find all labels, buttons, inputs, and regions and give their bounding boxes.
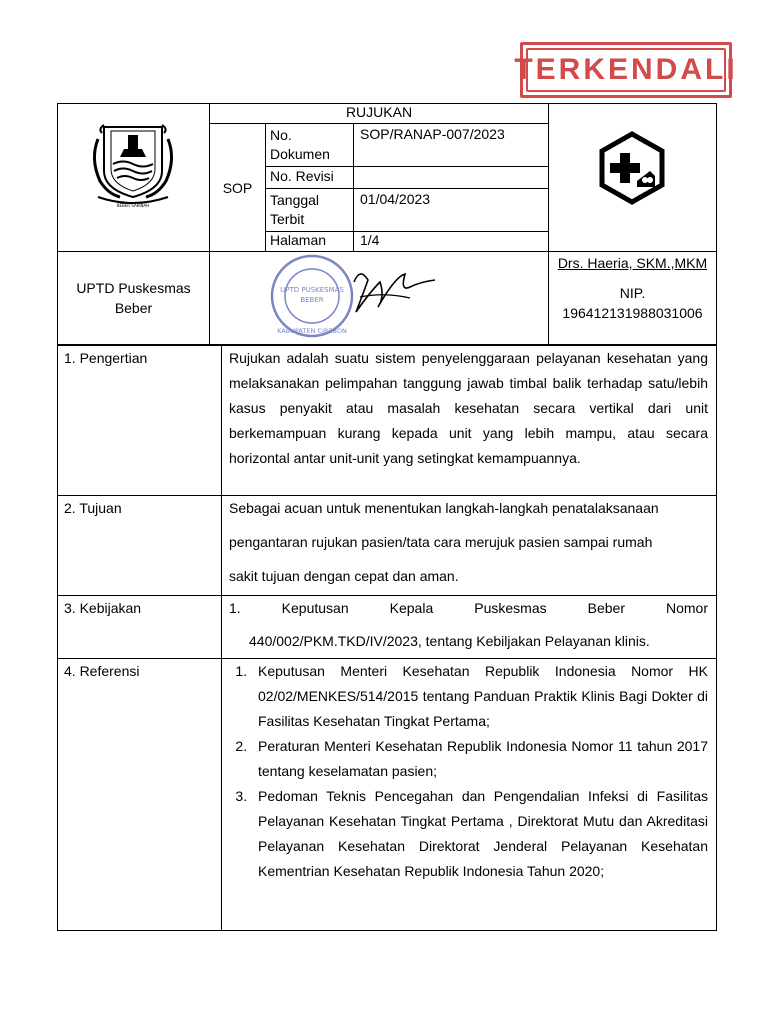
sop-content-table <box>57 345 717 931</box>
sop-label: SOP <box>210 124 266 252</box>
signer-cell <box>549 252 717 345</box>
seal-signature-image <box>210 252 549 341</box>
section-label-pengertian: 1. Pengertian <box>58 346 222 496</box>
section-label-tujuan: 2. Tujuan <box>58 496 222 596</box>
field-label-halaman: Halaman <box>266 232 354 252</box>
field-label-tanggal-terbit: Tanggal Terbit <box>266 189 354 232</box>
unit-name: UPTD Puskesmas Beber <box>58 252 210 345</box>
signer-name: Drs. Haeria, SKM.,MKM <box>557 255 708 271</box>
terkendali-stamp: TERKENDALI <box>520 42 732 98</box>
kebijakan-line-1: 1. Keputusan Kepala Puskesmas Beber Nomor <box>229 600 708 616</box>
referensi-item: 2. Peraturan Menteri Kesehatan Republik Indonesia Nomor 11 tahun 2017 tentang keselamatan pasien; <box>251 734 708 784</box>
tujuan-line-3: sakit tujuan dengan cepat dan aman. <box>229 568 459 584</box>
field-value-tanggal-terbit: 01/04/2023 <box>354 189 549 232</box>
field-value-halaman: 1/4 <box>354 232 549 252</box>
referensi-list <box>222 659 708 884</box>
section-label-referensi: 4. Referensi <box>58 659 222 931</box>
sop-title: RUJUKAN <box>210 104 549 124</box>
svg-text:UPTD PUSKESMAS: UPTD PUSKESMAS <box>280 286 344 294</box>
pengertian-text: Rujukan adalah suatu sistem penyelenggaraan pelayanan kesehatan yang melaksanakan pelimpahan tanggung jawab timbal balik terhadap satu/lebih kasus penyakit atau masalah kesehatan secara vertikal dari unit berkemampuan kurang kepada unit yang lebih mampu, atau secara horizontal antar unit-unit yang setingkat kemampuannya. <box>229 350 708 466</box>
puskesmas-logo-icon <box>549 109 716 244</box>
document-header-table <box>57 103 717 345</box>
field-value-no-dokumen: SOP/RANAP-007/2023 <box>354 124 549 167</box>
regency-crest-icon <box>58 109 209 244</box>
svg-text:BEBER: BEBER <box>300 296 324 304</box>
field-label-no-revisi: No. Revisi <box>266 167 354 189</box>
regency-logo-cell <box>58 104 210 252</box>
kebijakan-line-2: 440/002/PKM.TKD/IV/2023, tentang Kebiljakan Pelayanan klinis. <box>249 633 650 649</box>
tujuan-line-2: pengantaran rujukan pasien/tata cara merujuk pasien sampai rumah <box>229 534 653 550</box>
field-label-no-dokumen: No. Dokumen <box>266 124 354 167</box>
tujuan-line-1: Sebagai acuan untuk menentukan langkah-langkah penatalaksanaan <box>229 500 659 516</box>
referensi-item: 3. Pedoman Teknis Pencegahan dan Pengendalian Infeksi di Fasilitas Pelayanan Kesehatan Tingkat Pertama , Direktorat Mutu dan Akreditasi Pelayanan Kesehatan Direktorat Jenderal Pelayanan Kesehatan Kementrian Kesehatan Republik Indonesia Tahun 2020; <box>251 784 708 884</box>
referensi-item: 1. Keputusan Menteri Kesehatan Republik Indonesia Nomor HK 02/02/MENKES/514/2015 tentang Panduan Praktik Klinis Bagi Dokter di Fasilitas Kesehatan Tingkat Pertama; <box>251 659 708 734</box>
seal-signature-cell <box>210 252 549 345</box>
field-value-no-revisi <box>354 167 549 189</box>
signer-nip: NIP. 196412131988031006 <box>562 285 703 321</box>
health-logo-cell <box>549 104 717 252</box>
section-label-kebijakan: 3. Kebijakan <box>58 596 222 659</box>
svg-text:KABUPATEN CIREBON: KABUPATEN CIREBON <box>277 327 347 335</box>
svg-text:BEBER SAKINAH: BEBER SAKINAH <box>116 202 150 208</box>
